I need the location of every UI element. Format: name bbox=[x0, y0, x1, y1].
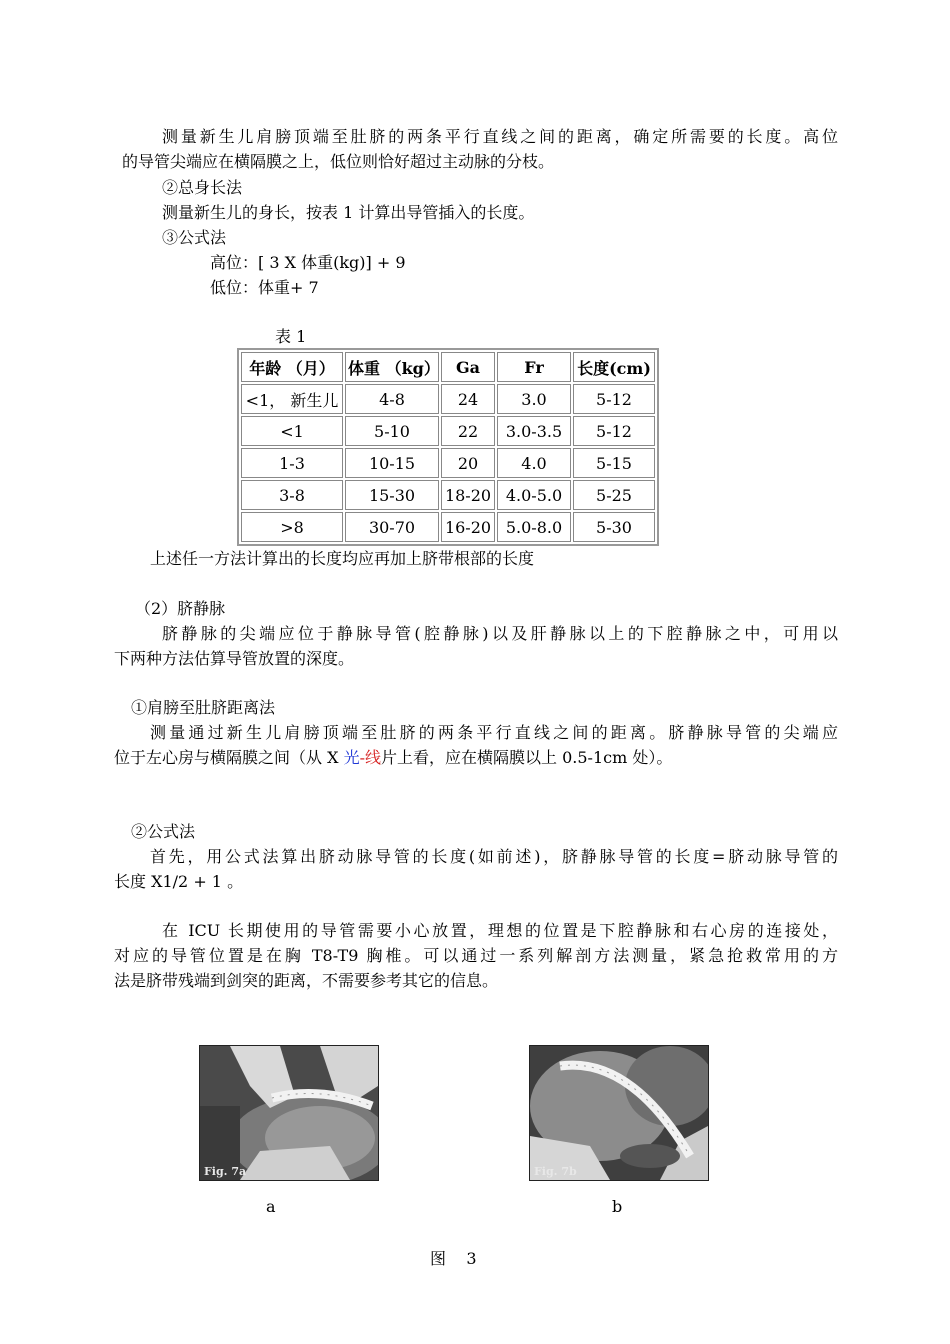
photo-fig-7a bbox=[199, 1045, 379, 1181]
heading-shoulder-method: ①肩膀至肚脐距离法 bbox=[131, 698, 276, 717]
col-header-weight: 体重 （kg） bbox=[345, 352, 439, 382]
para4-line1: 测量通过新生儿肩膀顶端至肚脐的两条平行直线之间的距离。脐静脉导管的尖端应 bbox=[150, 723, 838, 742]
table-row bbox=[241, 384, 655, 414]
length-table bbox=[237, 348, 659, 546]
table-cell: 5-12 bbox=[573, 416, 655, 446]
table-row bbox=[241, 448, 655, 478]
heading-formula: ③公式法 bbox=[162, 228, 227, 247]
table-cell: 16-20 bbox=[441, 512, 495, 542]
col-header-age: 年龄 （月） bbox=[241, 352, 343, 382]
table-cell: 4.0-5.0 bbox=[497, 480, 571, 510]
para4-text-a: 位于左心房与横隔膜之间（从 X bbox=[114, 748, 344, 767]
heading-total-length: ②总身长法 bbox=[162, 178, 243, 197]
figure-title: 图 3 bbox=[430, 1249, 477, 1268]
para4-text-d: 片上看，应在横隔膜以上 0.5-1cm 处）。 bbox=[381, 748, 673, 767]
table-cell: 5.0-8.0 bbox=[497, 512, 571, 542]
table-cell: 24 bbox=[441, 384, 495, 414]
table-cell: >8 bbox=[241, 512, 343, 542]
photo-a-tag: Fig. 7a bbox=[204, 1165, 247, 1178]
table-cell: 4-8 bbox=[345, 384, 439, 414]
table-cell: 22 bbox=[441, 416, 495, 446]
table-cell: 3.0 bbox=[497, 384, 571, 414]
para3-line2: 下两种方法估算导管放置的深度。 bbox=[114, 649, 355, 668]
note-after-table: 上述任一方法计算出的长度均应再加上脐带根部的长度 bbox=[150, 549, 535, 568]
col-header-length: 长度(cm) bbox=[573, 352, 655, 382]
heading-formula-2: ②公式法 bbox=[131, 822, 196, 841]
table-cell: 5-25 bbox=[573, 480, 655, 510]
table-cell: 5-30 bbox=[573, 512, 655, 542]
para4-text-blue: 光 bbox=[343, 748, 360, 767]
table-cell: 5-10 bbox=[345, 416, 439, 446]
table-caption: 表 1 bbox=[275, 327, 307, 346]
table-cell: <1， 新生儿 bbox=[241, 384, 343, 414]
para6-line3: 法是脐带残端到剑突的距离，不需要参考其它的信息。 bbox=[114, 971, 499, 990]
table-cell: 18-20 bbox=[441, 480, 495, 510]
table-cell: 5-15 bbox=[573, 448, 655, 478]
table-cell: <1 bbox=[241, 416, 343, 446]
table-cell: 5-12 bbox=[573, 384, 655, 414]
heading-umbilical-vein: （2）脐静脉 bbox=[135, 599, 226, 618]
table-cell: 15-30 bbox=[345, 480, 439, 510]
para3-line1: 脐静脉的尖端应位于静脉导管(腔静脉)以及肝静脉以上的下腔静脉之中，可用以 bbox=[162, 624, 838, 643]
formula-high: 高位：[ 3 X 体重(kg)] + 9 bbox=[210, 253, 406, 272]
table-header-row bbox=[241, 352, 655, 382]
formula-low: 低位：体重+ 7 bbox=[210, 278, 319, 297]
table-cell: 3-8 bbox=[241, 480, 343, 510]
table-cell: 20 bbox=[441, 448, 495, 478]
para1-line1: 测量新生儿肩膀顶端至肚脐的两条平行直线之间的距离，确定所需要的长度。高位 bbox=[162, 127, 838, 146]
photo-b-tag: Fig. 7b bbox=[534, 1165, 577, 1178]
table-row bbox=[241, 512, 655, 542]
caption-a: a bbox=[266, 1197, 276, 1216]
table-cell: 10-15 bbox=[345, 448, 439, 478]
para4-text-red: -线 bbox=[359, 748, 382, 767]
table-cell: 3.0-3.5 bbox=[497, 416, 571, 446]
para6-line1: 在 ICU 长期使用的导管需要小心放置，理想的位置是下腔静脉和右心房的连接处， bbox=[162, 921, 838, 940]
table-cell: 30-70 bbox=[345, 512, 439, 542]
caption-b: b bbox=[612, 1197, 623, 1216]
para1-line2: 的导管尖端应在横隔膜之上，低位则恰好超过主动脉的分枝。 bbox=[122, 152, 555, 171]
table-row bbox=[241, 416, 655, 446]
para5-line2: 长度 X1/2 + 1 。 bbox=[114, 872, 244, 891]
para5-line1: 首先，用公式法算出脐动脉导管的长度(如前述)，脐静脉导管的长度=脐动脉导管的 bbox=[150, 847, 838, 866]
para2: 测量新生儿的身长，按表 1 计算出导管插入的长度。 bbox=[162, 203, 535, 222]
photo-fig-7b bbox=[529, 1045, 709, 1181]
para4-line2 bbox=[114, 746, 672, 770]
para6-line2: 对应的导管位置是在胸 T8-T9 胸椎。可以通过一系列解剖方法测量，紧急抢救常用的方 bbox=[114, 946, 838, 965]
col-header-ga: Ga bbox=[441, 352, 495, 382]
table-cell: 4.0 bbox=[497, 448, 571, 478]
table-cell: 1-3 bbox=[241, 448, 343, 478]
table-row bbox=[241, 480, 655, 510]
col-header-fr: Fr bbox=[497, 352, 571, 382]
